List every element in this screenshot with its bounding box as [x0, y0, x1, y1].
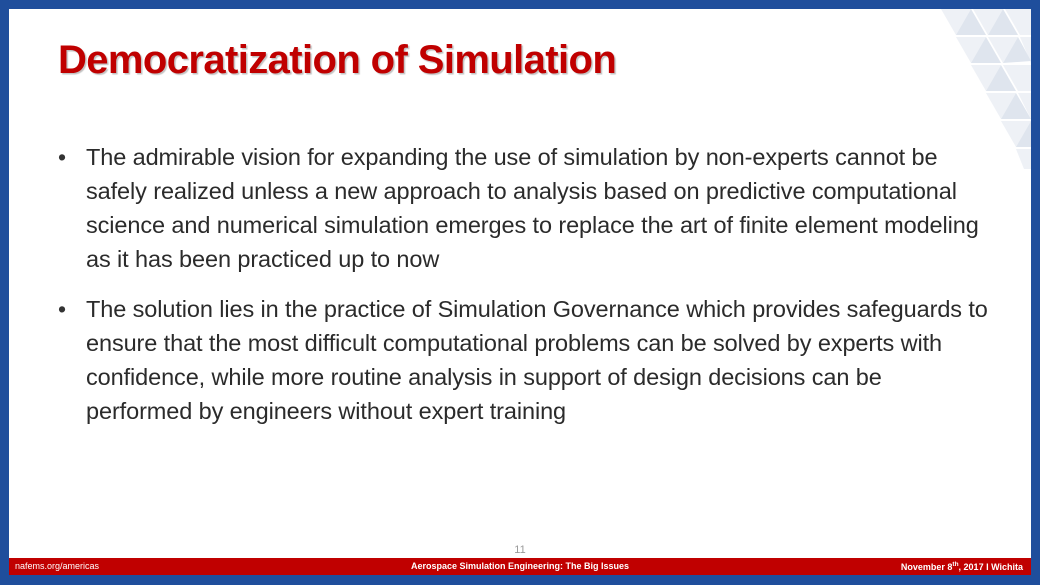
footer-event-title: Aerospace Simulation Engineering: The Big Issues: [410, 561, 630, 571]
slide-border-top: [0, 0, 1040, 9]
bullet-marker-icon: •: [58, 296, 67, 322]
slide-footer: [9, 558, 1031, 575]
bullet-text: The admirable vision for expanding the use of simulation by non-experts cannot be safely realized unless a new approach to analysis based on predictive computational science and numerical simulation emerges to replace the art of finite element modeling as it has been practiced up to now: [86, 144, 979, 272]
list-item: [52, 292, 992, 428]
slide-border-bottom: [0, 575, 1040, 585]
page-number: 11: [514, 544, 526, 556]
slide-body: [52, 140, 992, 444]
footer-website-link[interactable]: nafems.org/americas: [15, 561, 100, 571]
footer-date: [901, 561, 1023, 572]
footer-date-ordinal: th: [952, 561, 959, 568]
bullet-marker-icon: •: [58, 144, 67, 170]
page-title: Democratization of Simulation: [58, 38, 617, 82]
footer-date-rest: , 2017 I Wichita: [958, 562, 1023, 572]
slide-border-right: [1031, 0, 1040, 585]
bullet-text: The solution lies in the practice of Simulation Governance which provides safeguards to ensure that the most difficult computational problems can be solved by experts with confidence, while more routine analysis in support of design decisions can be performed by engineers without expert training: [86, 296, 988, 424]
footer-date-prefix: November 8: [900, 562, 953, 572]
list-item: [52, 140, 992, 276]
slide-border-left: [0, 0, 9, 585]
